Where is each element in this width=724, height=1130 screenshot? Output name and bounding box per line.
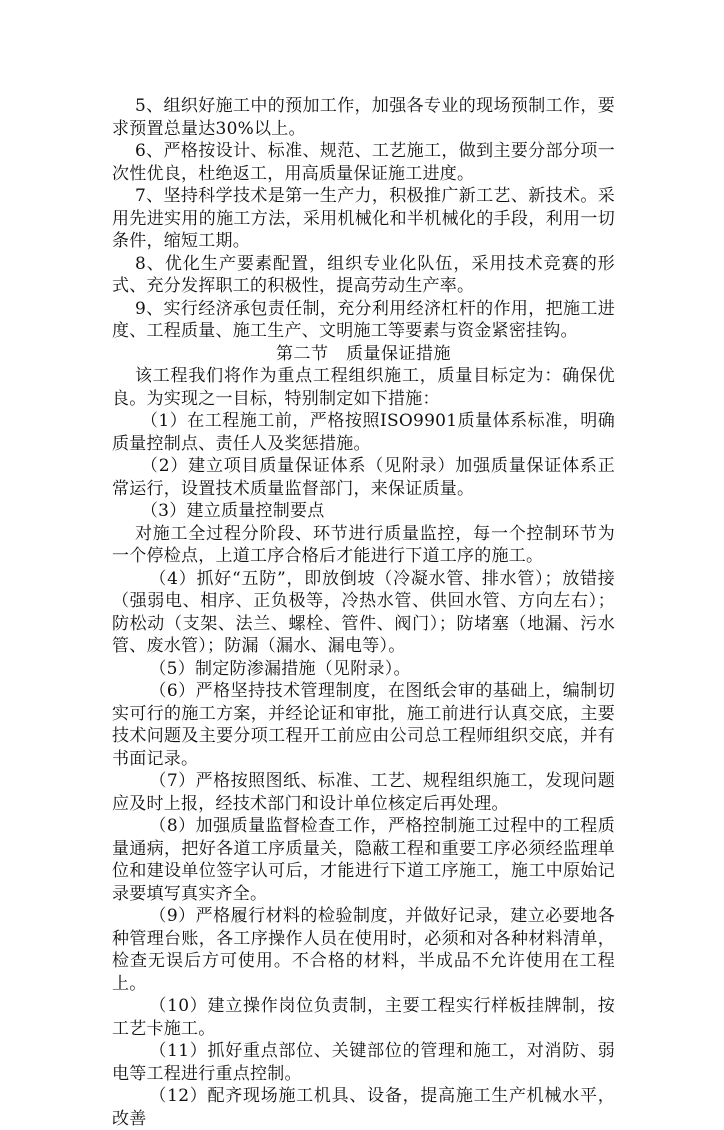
document-page xyxy=(112,95,615,1130)
measure-1: （1）在工程施工前，严格按照ISO9901质量体系标准，明确质量控制点、责任人及奖惩措施。 xyxy=(112,411,615,454)
measure-7: （7）严格按照图纸、标准、工艺、规程组织施工，发现问题应及时上报，经技术部门和设计单位核定后再处理。 xyxy=(112,771,615,814)
measure-5: （5）制定防渗漏措施（见附录）。 xyxy=(149,658,411,679)
measure-10: （10）建立操作岗位负责制，主要工程实行样板挂牌制，按工艺卡施工。 xyxy=(112,996,615,1039)
section-title: 第二节 质量保证措施 xyxy=(276,343,451,364)
measure-2: （2）建立项目质量保证体系（见附录）加强质量保证体系正常运行，设置技术质量监督部门，来保证质量。 xyxy=(112,456,615,499)
measure-8: （8）加强质量监督检查工作，严格控制施工过程中的工程质量通病，把好各道工序质量关，隐蔽工程和重要工序必须经监理单位和建设单位签字认可后，才能进行下道工序施工，施工中原始记录要填写真实齐全。 xyxy=(112,816,615,904)
paragraph-item-7: 7、坚持科学技术是第一生产力，积极推广新工艺、新技术。采用先进实用的施工方法，采用机械化和半机械化的手段，利用一切条件，缩短工期。 xyxy=(112,186,615,251)
measure-9: （9）严格履行材料的检验制度，并做好记录，建立必要地各种管理台账，各工序操作人员在使用时，必须和对各种材料清单，检查无误后方可使用。不合格的材料，半成品不允许使用在工程上。 xyxy=(112,906,615,994)
measure-12: （12）配齐现场施工机具、设备，提高施工生产机械水平，改善 xyxy=(112,1086,615,1129)
measure-3: （3）建立质量控制要点 xyxy=(140,501,325,521)
paragraph-item-8: 8、优化生产要素配置，组织专业化队伍，采用技术竞赛的形式、充分发挥职工的积极性，提高劳动生产率。 xyxy=(112,253,615,296)
measure-6: （6）严格坚持技术管理制度，在图纸会审的基础上，编制切实可行的施工方案，并经论证和审批，施工前进行认真交底，主要技术问题及主要分项工程开工前应由公司总工程师组织交底，并有书面记录。 xyxy=(112,681,615,769)
paragraph-item-9: 9、实行经济承包责任制，充分利用经济杠杆的作用，把施工进度、工程质量、施工生产、文明施工等要素与资金紧密挂钩。 xyxy=(112,298,615,341)
measure-4: （4）抓好“五防”，即放倒坡（冷凝水管、排水管）；放错接（强弱电、相序、正负极等，冷热水管、供回水管、方向左右）；防松动（支架、法兰、螺栓、管件、阀门）；防堵塞（地漏、污水管、废水管）；防漏（漏水、漏电等）。 xyxy=(112,568,615,656)
measure-3-detail: 对施工全过程分阶段、环节进行质量监控，每一个控制环节为一个停检点，上道工序合格后才能进行下道工序的施工。 xyxy=(112,523,615,566)
paragraph-item-5: 5、组织好施工中的预加工作，加强各专业的现场预制工作，要求预置总量达30%以上。 xyxy=(112,96,615,139)
measure-11: （11）抓好重点部位、关键部位的管理和施工，对消防、弱电等工程进行重点控制。 xyxy=(112,1041,615,1084)
intro-paragraph: 该工程我们将作为重点工程组织施工，质量目标定为：确保优良。为实现之一目标，特别制定如下措施： xyxy=(112,366,615,409)
paragraph-item-6: 6、严格按设计、标准、规范、工艺施工，做到主要分部分项一次性优良，杜绝返工，用高质量保证施工进度。 xyxy=(112,141,615,184)
